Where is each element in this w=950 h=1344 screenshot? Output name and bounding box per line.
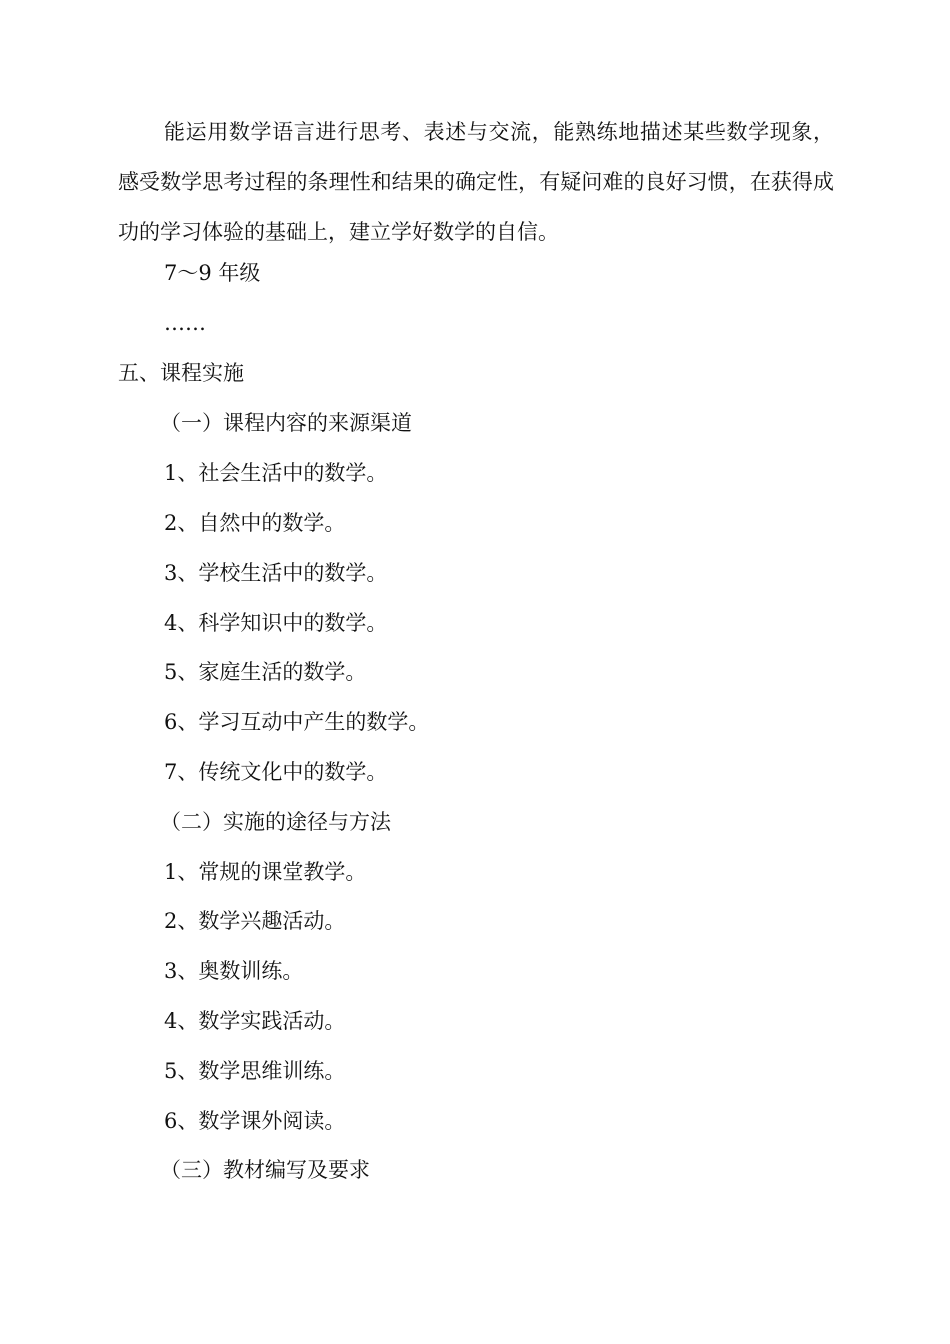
ellipsis-text: …… (164, 311, 206, 335)
list-item: 2、数学兴趣活动。 (164, 909, 346, 933)
list-item: 3、奥数训练。 (164, 959, 304, 983)
section-five-title: 五、课程实施 (118, 361, 244, 385)
grade-label: 7～9 年级 (164, 261, 261, 285)
subsection-two-title: （二）实施的途径与方法 (160, 810, 391, 834)
subsection-one-title: （一）课程内容的来源渠道 (160, 411, 412, 435)
subsection-three-title: （三）教材编写及要求 (160, 1158, 370, 1182)
list-item: 4、数学实践活动。 (164, 1009, 346, 1033)
list-item: 5、家庭生活的数学。 (164, 660, 367, 684)
list-item: 1、常规的课堂教学。 (164, 860, 367, 884)
list-item: 3、学校生活中的数学。 (164, 561, 388, 585)
list-item: 6、数学课外阅读。 (164, 1109, 346, 1133)
list-item: 4、科学知识中的数学。 (164, 611, 388, 635)
list-item: 1、社会生活中的数学。 (164, 461, 388, 485)
list-item: 2、自然中的数学。 (164, 511, 346, 535)
list-item: 7、传统文化中的数学。 (164, 760, 388, 784)
list-item: 6、学习互动中产生的数学。 (164, 710, 430, 734)
list-item: 5、数学思维训练。 (164, 1059, 346, 1083)
intro-paragraph: 能运用数学语言进行思考、表述与交流，能熟练地描述某些数学现象，感受数学思考过程的条理性和结果的确定性，有疑问难的良好习惯，在获得成功的学习体验的基础上，建立学好数学的自信。 (118, 120, 834, 244)
